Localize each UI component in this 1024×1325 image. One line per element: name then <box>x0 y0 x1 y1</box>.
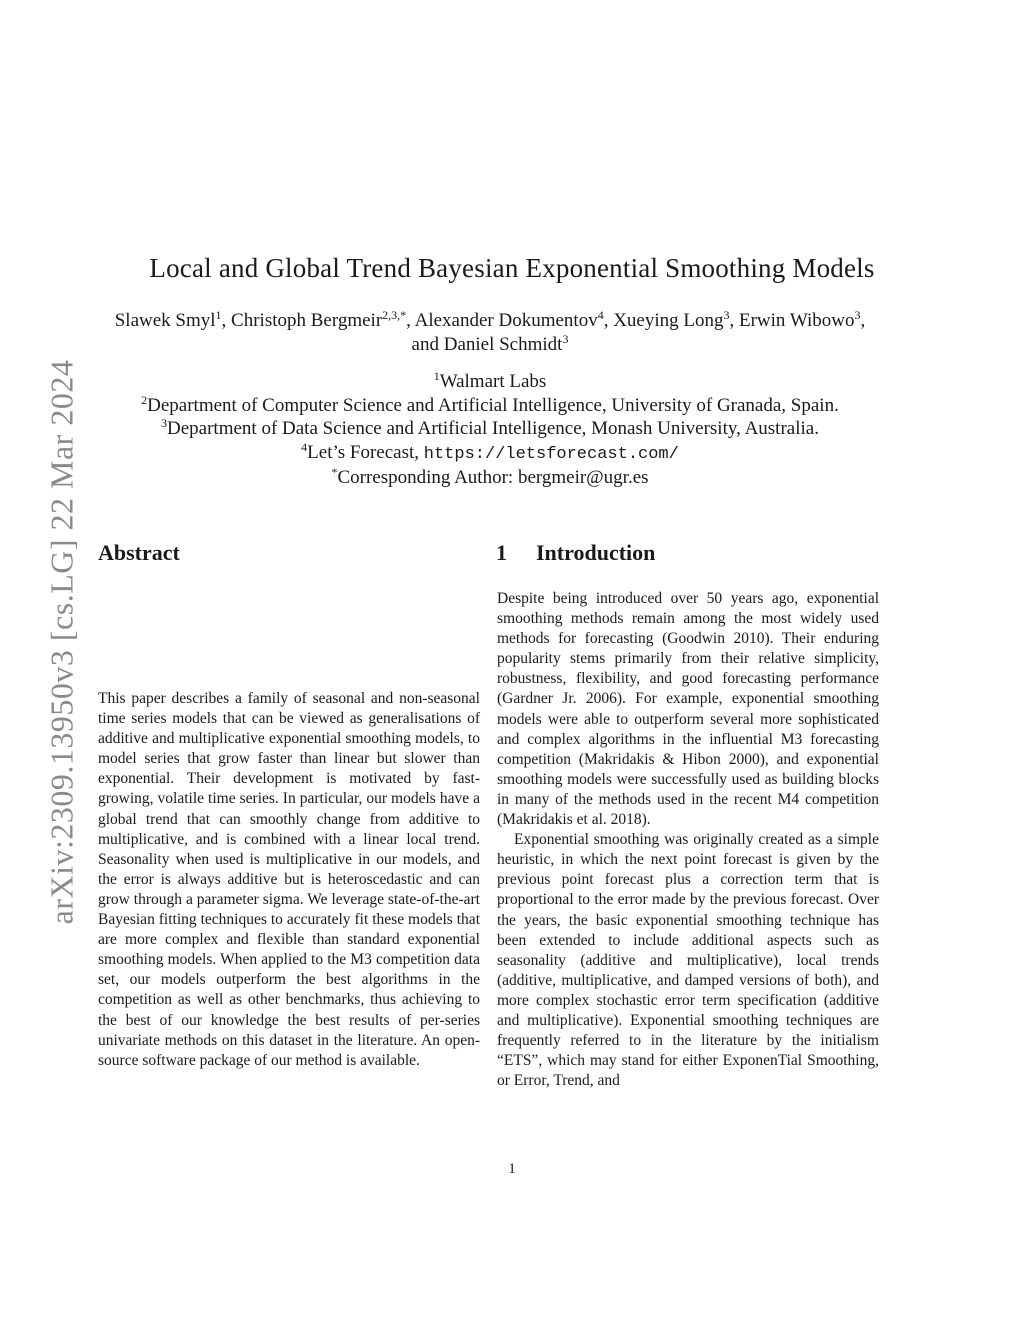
affiliation: $^4$Let’s Forecast, https://letsforecast.com/ <box>301 439 679 464</box>
author: Alexander Dokumentov$^4$, <box>414 308 614 331</box>
abstract-text: This paper describes a family of seasonal and non-seasonal time series models that can be viewed as generalisations of additive and multiplicative exponential smoothing models, to model series that grow faster than linear but slower than exponential. Their development is motivated by fast-growing, volatile time series. In particular, our models have a global trend that can smoothly change from additive to multiplicative, and is combined with a linear local trend. Seasonality when used is multiplicative in our models, and the error is always additive but is heteroscedastic and can grow through a parameter sigma. We leverage state-of-the-art Bayesian fitting techniques to accurately fit these models that are more complex and flexible than standard exponential smoothing models. When applied to the M3 competition data set, our models outperform the best algorithms in the competition as well as other benchmarks, thus achieving to the best of our knowledge the best results of per-series univariate methods on this dataset in the literature. An open-source software package of our method is available. <box>98 690 480 1069</box>
paragraph: Despite being introduced over 50 years ago, exponential smoothing methods remain among the most widely used methods for forecasting (Goodwin 2010). Their enduring popularity stems primarily from their relative simplicity, robustness, flexibility, and good forecasting performance (Gardner Jr. 2006). For example, exponential smoothing models were able to outperform several more sophisticated and complex algorithms in the influential M3 forecasting competition (Makridakis & Hibon 2000), and exponential smoothing models were successfully used as building blocks in many of the methods used in the recent M4 competition (Makridakis et al. 2018). <box>497 590 879 829</box>
arxiv-side-identifier: arXiv:2309.13950v3 [cs.LG] 22 Mar 2024 <box>43 359 80 925</box>
affiliation: *Corresponding Author: bergmeir@ugr.es <box>331 465 649 488</box>
author: Erwin Wibowo$^3$, and <box>411 308 866 355</box>
affiliation: $^2$Department of Computer Science and Artificial Intelligence, University of Granada, Spain. <box>141 392 839 416</box>
author: Daniel Schmidt$^3$ <box>443 332 569 355</box>
author: Christoph Bergmeir$^{2,3,*}$, <box>231 308 415 331</box>
page-number: 1 <box>508 1161 516 1177</box>
author-list <box>100 309 880 357</box>
affiliation: $^1$Walmart Labs <box>433 369 547 392</box>
affiliation-list <box>0 370 980 490</box>
author: Xueying Long$^3$, <box>613 308 739 331</box>
author: Slawek Smyl$^1$, <box>114 308 232 331</box>
affiliation: $^3$Department of Data Science and Artificial Intelligence, Monash University, Australia. <box>161 416 819 439</box>
paper-title: Local and Global Trend Bayesian Exponential Smoothing Models <box>149 253 875 283</box>
section-title: Introduction <box>536 540 656 565</box>
website-link[interactable]: https://letsforecast.com/ <box>423 444 679 464</box>
introduction-body <box>497 589 879 1091</box>
section-number: 1 <box>496 540 507 565</box>
introduction-heading <box>496 540 655 566</box>
abstract-heading: Abstract <box>98 540 180 565</box>
paragraph: Exponential smoothing was originally created as a simple heuristic, in which the next point forecast is given by the previous point forecast plus a correction term that is proportional to the error made by the previous forecast. Over the years, the basic exponential smoothing technique has been extended to include additional aspects such as seasonality (additive and multiplicative), local trends (additive, multiplicative, and damped versions of both), and more complex stochastic error term specification (additive and multiplicative). Exponential smoothing techniques are frequently referred to in the literature by the initialism “ETS”, which may stand for either ExponenTial Smoothing, or Error, Trend, and <box>497 831 879 1090</box>
